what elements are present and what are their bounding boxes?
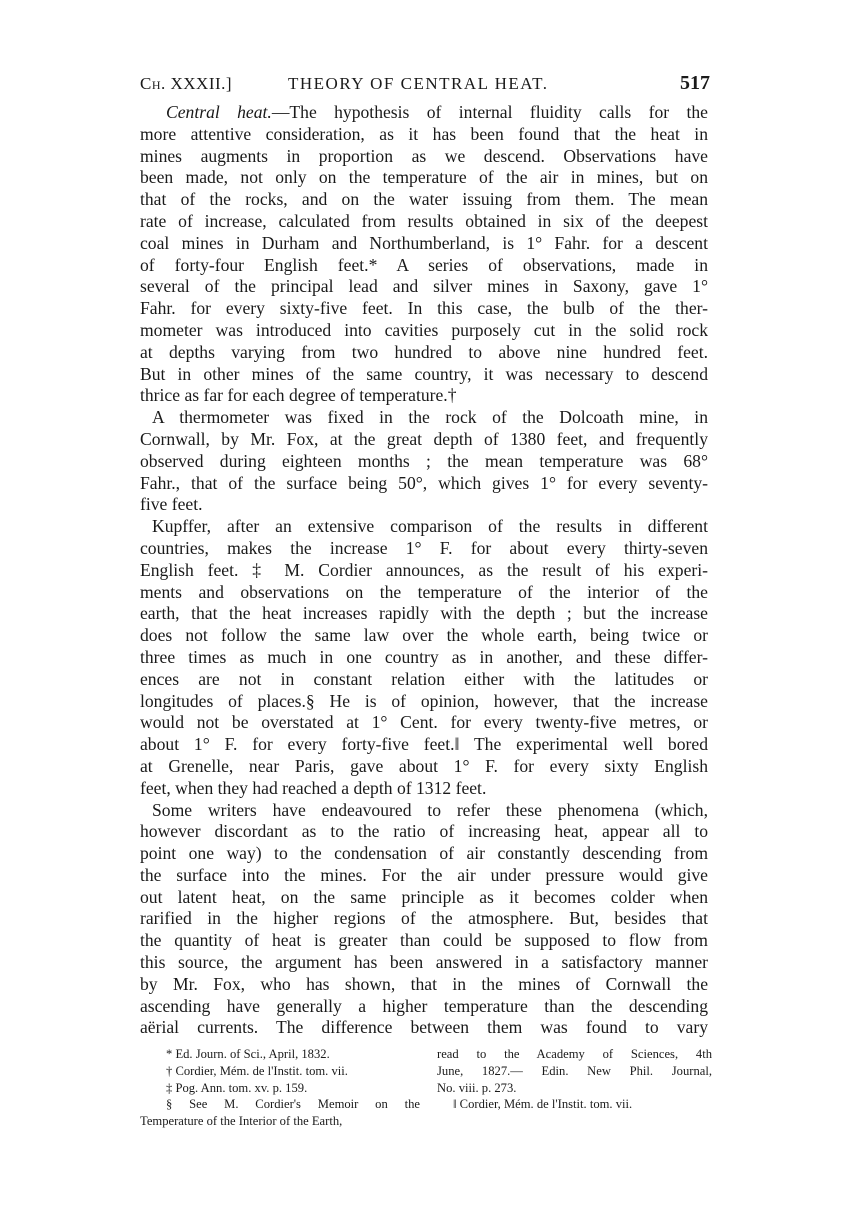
running-title: THEORY OF CENTRAL HEAT.	[288, 74, 549, 93]
text-line: the surface into the mines. For the air under pressure would give	[140, 864, 708, 885]
text-line: ascending have generally a higher temperature than the descending	[140, 995, 708, 1016]
paragraph-central-heat	[140, 102, 708, 407]
text-line: by Mr. Fox, who has shown, that in the mines of Cornwall the	[140, 973, 708, 994]
paragraph-heading: Central heat.	[166, 102, 272, 122]
text-line: earth, that the heat increases rapidly with the depth ; but the increase	[140, 603, 708, 624]
paragraph-dolcoath	[140, 407, 708, 516]
footnote-line: Temperature of the Interior of the Earth,	[140, 1114, 343, 1129]
running-header	[140, 72, 710, 98]
text-line: longitudes of places.§ He is of opinion, however, that the increase	[140, 690, 708, 711]
body-text	[140, 102, 708, 1039]
text-line: Cornwall, by Mr. Fox, at the great depth of 1380 feet, and frequently	[140, 428, 708, 449]
footnote-line: † Cordier, Mém. de l'Instit. tom. vii.	[166, 1063, 348, 1078]
footnote-line: read to the Academy of Sciences, 4th	[437, 1047, 712, 1061]
text-line: about 1° F. for every forty-five feet.‖ The experimental well bored	[140, 734, 708, 755]
text-line: Kupffer, after an extensive comparison of the results in different	[152, 516, 708, 537]
text-line: does not follow the same law over the whole earth, being twice or	[140, 625, 708, 646]
text-line: out latent heat, on the same principle as it becomes colder when	[140, 886, 708, 907]
text-line: aërial currents. The difference between them was found to vary	[140, 1017, 708, 1038]
text-line: mines augments in proportion as we descend. Observations have	[140, 145, 708, 166]
text-line: however discordant as to the ratio of increasing heat, appear all to	[140, 821, 708, 842]
footnote-line: June, 1827.— Edin. New Phil. Journal,	[437, 1063, 712, 1078]
text-line: five feet.	[140, 494, 203, 515]
footnotes-right-column	[437, 1046, 712, 1113]
footnote-line: No. viii. p. 273.	[437, 1080, 517, 1095]
text-line: at depths varying from two hundred to above nine hundred feet.	[140, 341, 708, 362]
text-line: Central heat.—The hypothesis of internal fluidity calls for the	[166, 102, 708, 122]
text-line: more attentive consideration, as it has been found that the heat in	[140, 123, 708, 144]
text-line: Fahr., that of the surface being 50°, which gives 1° for every seventy-	[140, 472, 708, 493]
text-line: countries, makes the increase 1° F. for about every thirty-seven	[140, 537, 708, 558]
text-line: rate of increase, calculated from results obtained in six of the deepest	[140, 210, 708, 231]
text-line: rarified in the higher regions of the atmosphere. But, besides that	[140, 908, 708, 929]
text-line: been made, not only on the temperature of the air in mines, but on	[140, 167, 708, 188]
footnotes-left-column	[140, 1046, 420, 1130]
text-line: ences are not in constant relation either with the latitudes or	[140, 668, 708, 689]
page-number: 517	[680, 72, 710, 94]
text-line: that of the rocks, and on the water issuing from them. The mean	[140, 189, 708, 210]
footnote-line: ‖ Cordier, Mém. de l'Instit. tom. vii.	[453, 1097, 633, 1112]
text-line: at Grenelle, near Paris, gave about 1° F. for every sixty English	[140, 755, 708, 776]
text-line: But in other mines of the same country, it was necessary to descend	[140, 363, 708, 384]
text-line: several of the principal lead and silver mines in Saxony, gave 1°	[140, 276, 708, 297]
text-line: coal mines in Durham and Northumberland, is 1° Fahr. for a descent	[140, 232, 708, 253]
text-line: the quantity of heat is greater than could be supposed to flow from	[140, 930, 708, 951]
text-line: observed during eighteen months ; the mean temperature was 68°	[140, 450, 708, 471]
text-line: thrice as far for each degree of temperature.†	[140, 385, 457, 406]
text-line: point one way) to the condensation of air constantly descending from	[140, 843, 708, 864]
text-line: would not be overstated at 1° Cent. for every twenty-five metres, or	[140, 712, 708, 733]
text-line: Some writers have endeavoured to refer these phenomena (which,	[152, 799, 708, 820]
text-line: feet, when they had reached a depth of 1312 feet.	[140, 777, 487, 798]
text-line: mometer was introduced into cavities purposely cut in the solid rock	[140, 319, 708, 340]
chapter-label: Ch. XXXII.]	[140, 74, 233, 93]
text-line: three times as much in one country as in another, and these differ-	[140, 646, 708, 667]
text-line: this source, the argument has been answered in a satisfactory manner	[140, 952, 708, 973]
text-line: Fahr. for every sixty-five feet. In this case, the bulb of the ther-	[140, 298, 708, 319]
text-line: ments and observations on the temperature of the interior of the	[140, 581, 708, 602]
footnote-line: ‡ Pog. Ann. tom. xv. p. 159.	[166, 1080, 308, 1095]
footnote-line: § See M. Cordier's Memoir on the	[166, 1097, 420, 1112]
paragraph-condensation	[140, 800, 708, 1040]
text-line: A thermometer was fixed in the rock of the Dolcoath mine, in	[152, 407, 708, 428]
text-line: of forty-four English feet.* A series of observations, made in	[140, 254, 708, 275]
text-line: English feet. ‡ M. Cordier announces, as the result of his experi-	[140, 559, 708, 580]
paragraph-kupffer	[140, 516, 708, 799]
footnote-line: * Ed. Journ. of Sci., April, 1832.	[166, 1047, 330, 1061]
